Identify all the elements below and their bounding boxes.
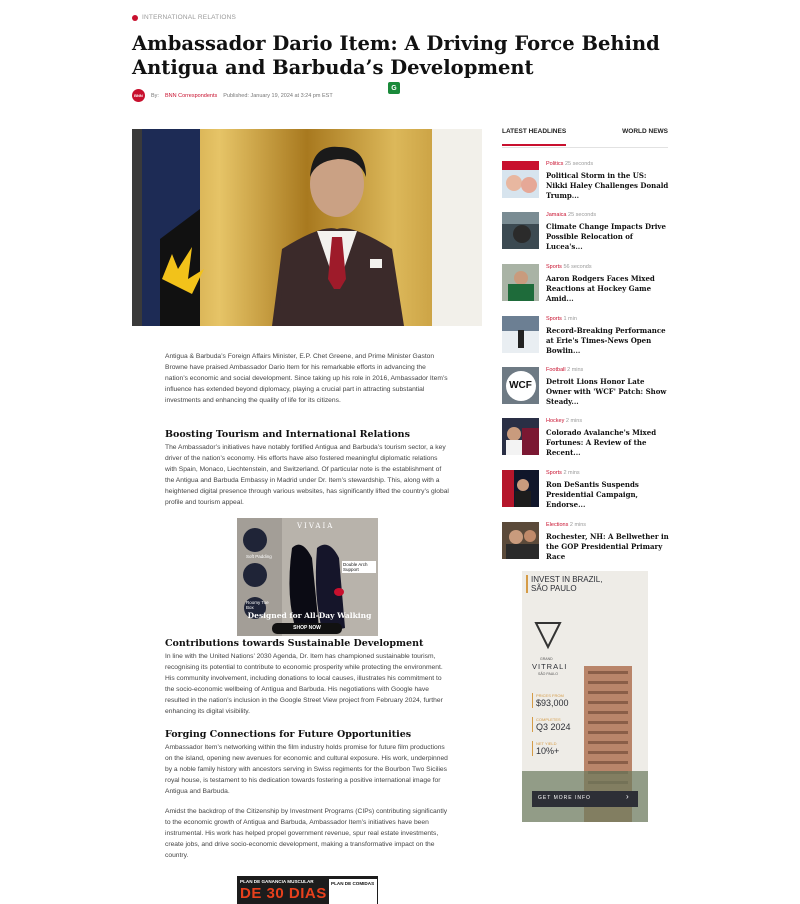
author-link[interactable]: BNN Correspondents <box>164 92 218 99</box>
muscle-ad-line2: DE 30 DIAS <box>240 885 327 902</box>
news-thumbnail <box>502 161 539 198</box>
news-time: 2 mins <box>567 367 584 373</box>
news-category[interactable]: Jamaica <box>546 212 567 218</box>
byline-prefix: By: <box>151 92 159 99</box>
ambassador-photo <box>132 129 482 326</box>
news-time: 25 seconds <box>568 212 597 218</box>
vitrali-price-block <box>532 693 576 708</box>
sidebar-divider <box>502 147 668 148</box>
news-thumbnail <box>502 212 539 249</box>
news-thumbnail <box>502 522 539 559</box>
category-label[interactable]: INTERNATIONAL RELATIONS <box>142 14 237 21</box>
paragraph-3: In line with the United Nations’ 2030 Agenda, Dr. Item has championed sustainable tourism, recognising its potential to contribute to economic prosperity while protecting the environment. His community involvement, including donations to local causes, illustrates his commitment to the socio-economic wellbeing of Antigua and Barbuda. His negotiations with Google have resulted in the nation’s inclusion in the Google Street View project from February 2024, further enhancing its digital visibility. <box>165 653 443 715</box>
category-dot <box>132 15 138 21</box>
list-item[interactable] <box>502 470 672 510</box>
news-time: 2 mins <box>565 418 583 424</box>
list-item[interactable] <box>502 316 672 356</box>
news-category[interactable]: Hockey <box>546 418 565 424</box>
paragraph-1: Antigua & Barbuda’s Foreign Affairs Minister, E.P. Chet Greene, and Prime Minister Gaston Browne have praised Ambassador Dario Item for his remarkable efforts in advancing the nation’s economic and social development. Since taking up his role in 2016, Ambassador Item’s influence has extended beyond diplomacy, playing a crucial part in attracting substantial investments and enhancing the quality of life for its citizens. <box>165 353 448 404</box>
list-item[interactable] <box>502 264 672 304</box>
shoes-ad-tagline: Designed for All-Day Walking <box>247 611 372 620</box>
news-category[interactable]: Sports <box>546 470 562 476</box>
ad-shoes[interactable] <box>237 518 378 636</box>
muscle-ad-line3: PLAN DE COMIDAS <box>329 879 377 904</box>
news-headline[interactable]: Record-Breaking Performance at Erie's Times-News Open Bowlin... <box>546 326 666 355</box>
news-thumbnail <box>502 418 539 455</box>
vitrali-brand: VITRALI <box>532 662 568 671</box>
news-headline[interactable]: Aaron Rodgers Faces Mixed Reactions at Hockey Game Amid... <box>546 274 655 303</box>
news-category[interactable]: Politics <box>546 161 564 167</box>
author-logo: BNN <box>132 89 145 102</box>
list-item[interactable] <box>502 367 672 407</box>
article-category[interactable] <box>132 14 236 21</box>
vitrali-headline: INVEST IN BRAZIL, SÃO PAULO <box>526 575 610 593</box>
vitrali-yield: 10%+ <box>536 746 560 756</box>
vitrali-brand-sub: SÃO PAULO <box>538 672 558 676</box>
news-thumbnail <box>502 264 539 301</box>
news-category[interactable]: Sports <box>546 316 562 322</box>
list-item[interactable] <box>502 522 672 562</box>
news-category[interactable]: Football <box>546 367 566 373</box>
news-thumbnail <box>502 316 539 353</box>
news-category[interactable]: Sports <box>546 264 562 270</box>
vitrali-completes: Q3 2024 <box>536 722 571 732</box>
chevron-right-icon[interactable]: › <box>626 792 629 801</box>
muscle-ad-line1: PLAN DE GANANCIA MUSCULAR <box>240 879 314 884</box>
vitrali-cta[interactable]: GET MORE INFO <box>538 795 591 801</box>
vitrali-price: $93,000 <box>536 698 569 708</box>
news-time: 2 mins <box>563 470 580 476</box>
heading-connections: Forging Connections for Future Opportunities <box>165 729 412 740</box>
news-time: 56 seconds <box>563 264 592 270</box>
news-headline[interactable]: Rochester, NH: A Bellwether in the GOP Presidential Primary Race <box>546 532 669 561</box>
tab-latest-headlines[interactable]: LATEST HEADLINES <box>502 128 566 146</box>
vitrali-brand-small: GRAND <box>540 657 553 661</box>
heading-tourism: Boosting Tourism and International Relations <box>165 429 410 440</box>
vitrali-yield-block <box>532 741 576 756</box>
news-time: 25 seconds <box>564 161 594 167</box>
paragraph-5: Amidst the backdrop of the Citizenship by Investment Programs (CIPs) contributing significantly to the economic growth of Antigua and Barbuda, Ambassador Item’s initiatives have been instrumental. His work has helped propel government revenue, spur real estate investments, create jobs, and drive socio-economic development, making a transformative impact on the country. <box>165 808 448 859</box>
news-headline[interactable]: Detroit Lions Honor Late Owner with 'WCF' Patch: Show Steady... <box>546 377 667 406</box>
shoes-ad-cta[interactable]: SHOP NOW <box>293 625 321 631</box>
list-item[interactable] <box>502 418 672 458</box>
sidebar-tabs <box>502 128 668 146</box>
vitrali-completes-label: COMPLETES <box>536 717 561 722</box>
vitrali-prices-label: PRICES FROM <box>536 693 564 698</box>
news-category[interactable]: Elections <box>546 522 569 528</box>
news-headline[interactable]: Political Storm in the US: Nikki Haley Challenges Donald Trump... <box>546 171 669 200</box>
vitrali-yield-label: NET YIELD <box>536 741 557 746</box>
translate-icon[interactable]: G <box>388 82 400 94</box>
shoes-ad-label-arch: Double Arch Support <box>342 561 376 573</box>
paragraph-4: Ambassador Item’s networking within the film industry holds promise for future film productions on the island, opening new avenues for economic and cultural exposure. His work, underpinned by a noble family history with ancestors serving in Swiss regiments for the Bourbon Two Sicilies royal house, is testament to his dedication towards fostering a positive international image for Antigua and Barbuda. <box>165 744 448 795</box>
news-headline[interactable]: Climate Change Impacts Drive Possible Relocation of Lucea's... <box>546 222 666 251</box>
ad-muscle-plan[interactable] <box>237 876 378 904</box>
wcf-patch: WCF <box>506 371 536 401</box>
shoes-ad-label-padding: Soft Padding <box>246 554 272 559</box>
list-item[interactable] <box>502 161 672 201</box>
list-item[interactable] <box>502 212 672 252</box>
news-time: 1 min <box>563 316 577 322</box>
article-title: Ambassador Dario Item: A Driving Force Behind Antigua and Barbuda’s Development <box>132 32 660 79</box>
vitrali-completes-block <box>532 717 582 732</box>
tab-world-news[interactable]: WORLD NEWS <box>622 128 668 135</box>
ad-vitrali[interactable] <box>522 571 648 822</box>
news-time: 2 mins <box>569 522 587 528</box>
news-thumbnail <box>502 470 539 507</box>
shoes-ad-brand: VIVAIA <box>297 522 335 530</box>
news-headline[interactable]: Colorado Avalanche's Mixed Fortunes: A Review of the Recent... <box>546 428 657 457</box>
article-meta <box>132 89 333 102</box>
hero-image <box>132 129 482 326</box>
shoes-ad-label-toe: Roomy Toe Box <box>246 600 269 610</box>
news-headline[interactable]: Ron DeSantis Suspends Presidential Campaign, Endorse... <box>546 480 639 509</box>
news-thumbnail <box>502 367 539 404</box>
paragraph-2: The Ambassador’s initiatives have notably fortified Antigua and Barbuda’s tourism sector, a key driver of the nation’s economy. His efforts have also fostered meaningful diplomatic relations with Spain, Monaco, Liechtenstein, and Switzerland. Of particular note is the establishment of the Antigua and Barbuda Embassy in Madrid under Dr. Item’s stewardship. This, along with a heightened digital presence through various websites, has significantly lifted the country’s global profile and tourism appeal. <box>165 444 449 506</box>
heading-sustainable: Contributions towards Sustainable Development <box>165 638 424 649</box>
published-date: Published: January 19, 2024 at 3:24 pm EST <box>223 92 333 99</box>
